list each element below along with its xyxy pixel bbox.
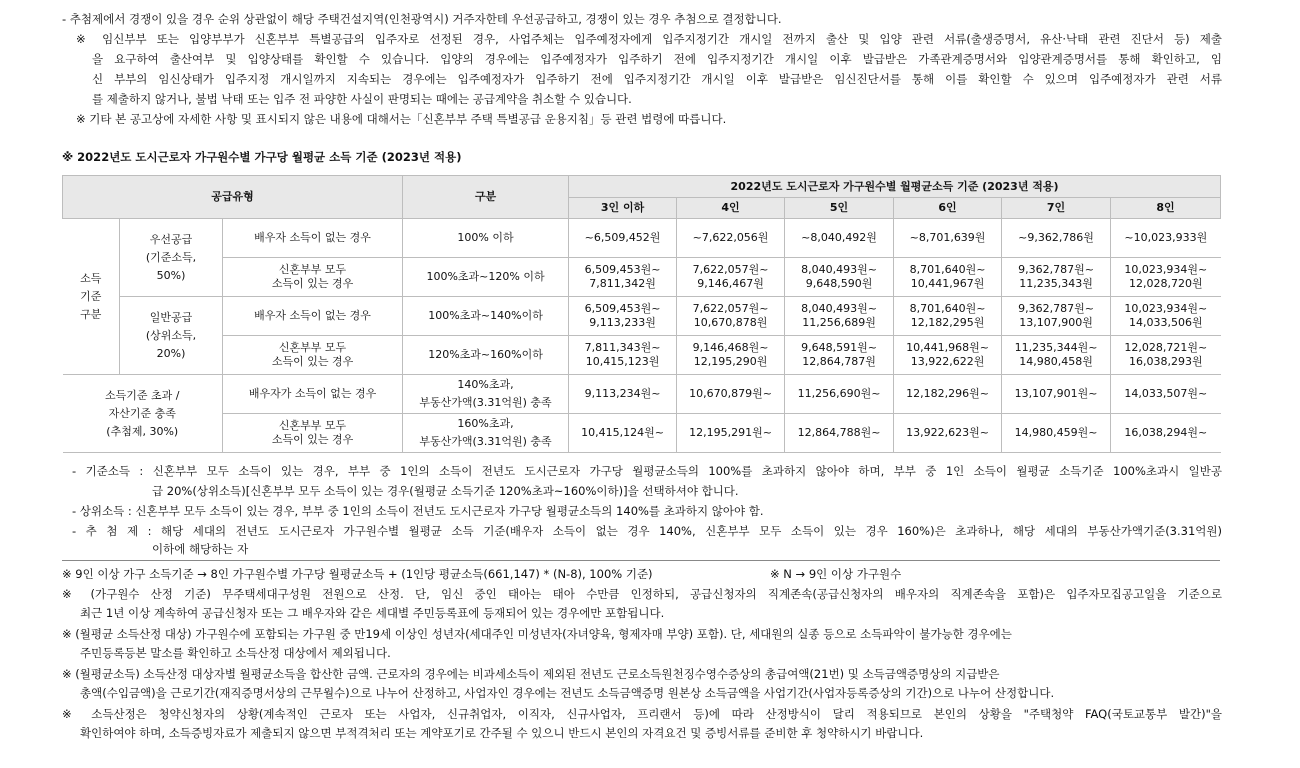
table-cell: 9,648,591원~ 12,864,787원 <box>785 336 894 375</box>
row-case: 배우자 소득이 없는 경우 <box>223 219 403 258</box>
table-cell: 10,023,934원~ 14,033,506원 <box>1111 297 1221 336</box>
table-cell: 7,622,057원~ 10,670,878원 <box>677 297 785 336</box>
intro-line-6: ※ 기타 본 공고상에 자세한 사항 및 표시되지 않은 내용에 대해서는「신혼부부 주택 특별공급 운용지침」등 관련 법령에 따릅니다. <box>76 112 727 126</box>
table-cell: 14,980,459원~ <box>1002 414 1111 453</box>
lottery-supply-label: 소득기준 초과 / 자산기준 충족 (추첨제, 30%) <box>63 375 223 453</box>
footnote-line: 총액(수입금액)을 근로기간(재직증명서상의 근무월수)으로 나누어 산정하고, 사업자인 경우에는 전년도 소득금액증명 원본상 소득금액을 사업기간(사업자등록증상의 기간)으로 나누어 산정합니다. <box>80 686 1055 700</box>
row-division: 100% 이하 <box>403 219 569 258</box>
table-cell: 12,864,788원~ <box>785 414 894 453</box>
table-cell: 6,509,453원~ 9,113,233원 <box>569 297 677 336</box>
row-case: 신혼부부 모두 소득이 있는 경우 <box>223 414 403 453</box>
table-cell: 7,811,343원~ 10,415,123원 <box>569 336 677 375</box>
table-cell: 12,182,296원~ <box>894 375 1002 414</box>
note-line-4: - 추 첨 제 : 해당 세대의 전년도 도시근로자 가구원수별 월평균 소득 기준(배우자 소득이 없는 경우 140%, 신혼부부 모두 소득이 있는 경우 160%)은 초과하나, 해당 세대의 부동산가액기준(3.31억원) <box>72 524 1222 538</box>
header-size-7: 7인 <box>1002 198 1111 219</box>
table-cell: 10,415,124원~ <box>569 414 677 453</box>
table-cell: 8,701,640원~ 12,182,295원 <box>894 297 1002 336</box>
table-cell: 10,441,968원~ 13,922,622원 <box>894 336 1002 375</box>
row-case: 신혼부부 모두 소득이 있는 경우 <box>223 258 403 297</box>
header-size-3: 3인 이하 <box>569 198 677 219</box>
footnote-line: ※ (월평균 소득산정 대상) 가구원수에 포함되는 가구원 중 만19세 이상인 성년자(세대주인 미성년자(자녀양육, 형제자매 부양) 포함). 단, 세대원의 실종 등으로 소득파악이 불가능한 경우에는 <box>62 627 1012 641</box>
table-cell: 13,922,623원~ <box>894 414 1002 453</box>
footnote-line: 주민등록등본 말소를 확인하고 소득산정 대상에서 제외됩니다. <box>80 646 391 660</box>
table-cell: 11,235,344원~ 14,980,458원 <box>1002 336 1111 375</box>
header-size-8: 8인 <box>1111 198 1221 219</box>
table-cell: 10,670,879원~ <box>677 375 785 414</box>
table-cell: 10,023,934원~ 12,028,720원 <box>1111 258 1221 297</box>
table-cell: ~10,023,933원 <box>1111 219 1221 258</box>
footnote-9-person: ※ 9인 이상 가구 소득기준 → 8인 가구원수별 가구당 월평균소득 + (1인당 평균소득(661,147) * (N-8), 100% 기준) <box>62 567 653 581</box>
header-size-5: 5인 <box>785 198 894 219</box>
header-division: 구분 <box>403 176 569 219</box>
note-line-3: - 상위소득 : 신혼부부 모두 소득이 있는 경우, 부부 중 1인의 소득이 전년도 도시근로자 가구당 월평균소득의 140%를 초과하지 않아야 함. <box>72 504 764 518</box>
table-cell: 13,107,901원~ <box>1002 375 1111 414</box>
table-cell: 12,195,291원~ <box>677 414 785 453</box>
table-cell: 8,040,493원~ 9,648,590원 <box>785 258 894 297</box>
footnote-line: ※ (가구원수 산정 기준) 무주택세대구성원 전원으로 산정. 단, 임신 중인 태아는 태아 수만큼 인정하되, 공급신청자의 직계존속(공급신청자의 배우자의 직계존속을 포함)은 입주자모집공고일을 기준으로 <box>62 587 1222 601</box>
row-division: 120%초과~160%이하 <box>403 336 569 375</box>
divider <box>62 560 1220 561</box>
table-cell: 11,256,690원~ <box>785 375 894 414</box>
footnote-line: ※ 소득산정은 청약신청자의 상황(계속적인 근로자 또는 사업자, 신규취업자, 이직자, 신규사업자, 프리랜서 등)에 따라 산정방식이 달리 적용되므로 본인의 상황을 "주택청약 FAQ(국토교통부 발간)"을 <box>62 707 1222 721</box>
table-cell: 9,362,787원~ 11,235,343원 <box>1002 258 1111 297</box>
header-income-standard: 2022년도 도시근로자 가구원수별 월평균소득 기준 (2023년 적용) <box>569 176 1221 198</box>
table-cell: 14,033,507원~ <box>1111 375 1221 414</box>
table-cell: 16,038,294원~ <box>1111 414 1221 453</box>
row-division: 100%초과~120% 이하 <box>403 258 569 297</box>
header-size-4: 4인 <box>677 198 785 219</box>
table-cell: ~9,362,786원 <box>1002 219 1111 258</box>
table-cell: ~6,509,452원 <box>569 219 677 258</box>
header-supply-type: 공급유형 <box>63 176 403 219</box>
table-cell: ~7,622,056원 <box>677 219 785 258</box>
table-cell: 9,362,787원~ 13,107,900원 <box>1002 297 1111 336</box>
table-cell: 9,146,468원~ 12,195,290원 <box>677 336 785 375</box>
intro-line-4: 신 부부의 임신상태가 입주지정 개시일까지 지속되는 경우에는 입주예정자가 입주하기 전에 입주지정기간 개시일 이후 발급받은 임신진단서를 통해 이를 확인할 수 있으며 입주예정자가 관련 서류 <box>92 72 1222 86</box>
intro-line-3: 을 요구하여 출산여부 및 입양상태를 확인할 수 있습니다. 입양의 경우에는 입주예정자가 입주하기 전에 입주지정기간 개시일 이후 발급받은 가족관계증명서와 입양관계증명서를 통해 확인하고, 임 <box>92 52 1222 66</box>
table-cell: 8,701,640원~ 10,441,967원 <box>894 258 1002 297</box>
income-group-label: 소득 기준 구분 <box>63 219 120 375</box>
table-cell: ~8,040,492원 <box>785 219 894 258</box>
intro-line-1: - 추첨제에서 경쟁이 있을 경우 순위 상관없이 해당 주택건설지역(인천광역시) 거주자한테 우선공급하고, 경쟁이 있는 경우 추첨으로 결정합니다. <box>62 12 782 26</box>
footnote-line: ※ (월평균소득) 소득산정 대상자별 월평균소득을 합산한 금액. 근로자의 경우에는 비과세소득이 제외된 전년도 근로소득원천징수영수증상의 총급여액(21번) 및 소득금액증명상의 지급받은 <box>62 667 1000 681</box>
row-case: 배우자 소득이 없는 경우 <box>223 297 403 336</box>
table-cell: 9,113,234원~ <box>569 375 677 414</box>
row-case: 배우자가 소득이 없는 경우 <box>223 375 403 414</box>
note-line-1: - 기준소득 : 신혼부부 모두 소득이 있는 경우, 부부 중 1인의 소득이 전년도 도시근로자 가구당 월평균소득의 100%를 초과하지 않아야 하며, 부부 중 1인 소득이 월평균 소득기준 100%초과시 일반공 <box>72 464 1222 478</box>
general-supply-label: 일반공급 (상위소득, 20%) <box>120 297 223 375</box>
header-size-6: 6인 <box>894 198 1002 219</box>
table-cell: 7,622,057원~ 9,146,467원 <box>677 258 785 297</box>
intro-line-2: ※ 임신부부 또는 입양부부가 신혼부부 특별공급의 입주자로 선정된 경우, 사업주체는 입주예정자에게 입주지정기간 개시일 전까지 출산 및 입양 관련 서류(출생증명서, 유산·낙태 관련 진단서 등) 제출 <box>76 32 1222 46</box>
income-standard-table <box>62 175 1221 453</box>
row-division: 160%초과, 부동산가액(3.31억원) 충족 <box>403 414 569 453</box>
row-division: 140%초과, 부동산가액(3.31억원) 충족 <box>403 375 569 414</box>
table-cell: 8,040,493원~ 11,256,689원 <box>785 297 894 336</box>
footnote-line: 최근 1년 이상 계속하여 공급신청자 또는 그 배우자와 같은 세대별 주민등록표에 등재되어 있는 경우에만 포함됩니다. <box>80 606 665 620</box>
priority-supply-label: 우선공급 (기준소득, 50%) <box>120 219 223 297</box>
row-division: 100%초과~140%이하 <box>403 297 569 336</box>
table-cell: ~8,701,639원 <box>894 219 1002 258</box>
table-cell: 6,509,453원~ 7,811,342원 <box>569 258 677 297</box>
intro-line-5: 를 제출하지 않거나, 불법 낙태 또는 입주 전 파양한 사실이 판명되는 때에는 공급계약을 취소할 수 있습니다. <box>92 92 632 106</box>
section-title: ※ 2022년도 도시근로자 가구원수별 가구당 월평균 소득 기준 (2023년 적용) <box>62 150 462 164</box>
row-case: 신혼부부 모두 소득이 있는 경우 <box>223 336 403 375</box>
footnote-n-definition: ※ N → 9인 이상 가구원수 <box>770 567 902 581</box>
table-cell: 12,028,721원~ 16,038,293원 <box>1111 336 1221 375</box>
footnote-line: 확인하여야 하며, 소득증빙자료가 제출되지 않으면 부적격처리 또는 계약포기로 간주될 수 있으니 반드시 본인의 자격요건 및 증빙서류를 준비한 후 청약하시기 바랍니다. <box>80 726 924 740</box>
note-line-5: 이하에 해당하는 자 <box>152 542 249 556</box>
note-line-2: 급 20%(상위소득)[신혼부부 모두 소득이 있는 경우(월평균 소득기준 120%초과~160%이하)]을 선택하셔야 합니다. <box>152 484 739 498</box>
